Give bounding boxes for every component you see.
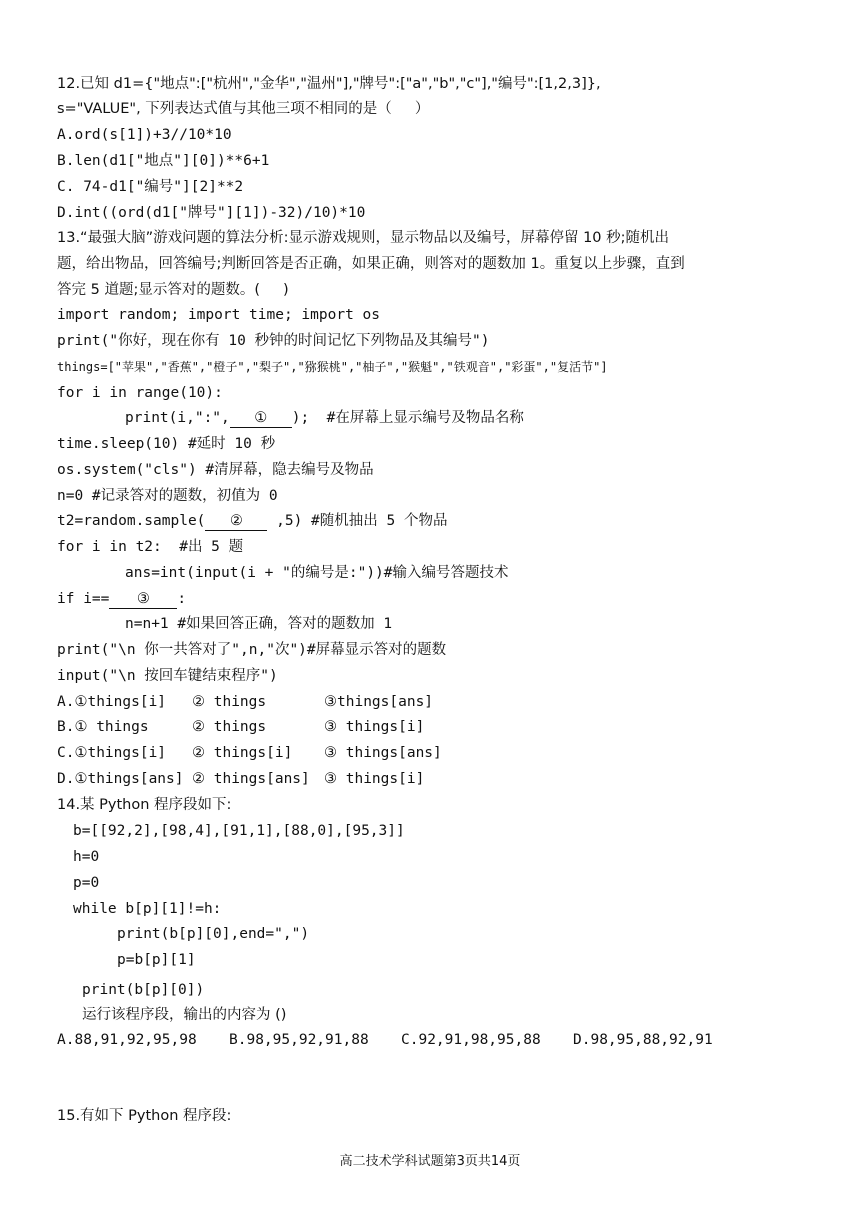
q14-option-c: C.92,91,98,95,88 [401, 1032, 541, 1048]
q12-stem-line2: s="VALUE", 下列表达式值与其他三项不相同的是（ ） [57, 101, 430, 117]
q14-code-line: b=[[92,2],[98,4],[91,1],[88,0],[95,3]] [73, 823, 405, 839]
q13-code-print-result: print("\n 你一共答对了",n,"次")#屏幕显示答对的题数 [57, 642, 447, 658]
q14-code-line: p=0 [73, 875, 100, 891]
q14-code-line: p=b[p][1] [117, 952, 196, 968]
q13-option-d: D.①things[ans] ② things[ans] ③ things[i] [57, 771, 425, 787]
q13-code-for2: for i in t2: #出 5 题 [57, 539, 244, 555]
q13-code-print-post: ); #在屏幕上显示编号及物品名称 [291, 410, 524, 426]
q15-stem: 15.有如下 Python 程序段: [57, 1108, 232, 1124]
q14-option-b: B.98,95,92,91,88 [229, 1032, 369, 1048]
q14-stem: 14.某 Python 程序段如下: [57, 797, 232, 813]
q13-code-if-post: : [177, 591, 187, 607]
q13-stem-line2: 题，给出物品，回答编号;判断回答是否正确，如果正确，则答对的题数加 1。重复以上步骤，直到 [57, 256, 685, 272]
q13-code-sample-pre: t2=random.sample( [57, 513, 206, 529]
q13-stem-line3: 答完 5 道题;显示答对的题数。( ) [57, 282, 289, 298]
q12-option-a: A.ord(s[1])+3//10*10 [57, 127, 232, 143]
q14-code-line: print(b[p][0],end=",") [117, 926, 310, 942]
q13-code-cls: os.system("cls") #清屏幕，隐去编号及物品 [57, 462, 374, 478]
q12-option-d: D.int((ord(d1["牌号"][1])-32)/10)*10 [57, 205, 366, 221]
q13-code-n0: n=0 #记录答对的题数，初值为 0 [57, 488, 278, 504]
q13-code-sample-line [57, 510, 447, 532]
q13-code-print-pre: print(i,":", [125, 410, 230, 426]
q13-code-print-intro: print("你好，现在你有 10 秒钟的时间记忆下列物品及其编号") [57, 333, 490, 349]
q13-code-things-list: things=["苹果","香蕉","橙子","梨子","猕猴桃","柚子","猴魁","铁观音","彩蛋","复活节"] [57, 360, 608, 374]
q14-code-line: print(b[p][0]) [82, 982, 205, 998]
q13-code-sleep: time.sleep(10) #延时 10 秒 [57, 436, 276, 452]
q13-code-import: import random; import time; import os [57, 307, 381, 323]
page-footer: 高二技术学科试题第3页共14页 [339, 1154, 521, 1169]
q13-code-ans: ans=int(input(i + "的编号是:"))#输入编号答题技术 [125, 565, 509, 581]
q14-code-line: h=0 [73, 849, 100, 865]
q13-code-if-pre: if i== [57, 591, 110, 607]
q13-code-sample-post: ,5) #随机抽出 5 个物品 [267, 513, 448, 529]
q14-options [57, 1029, 713, 1051]
q14-code-line: while b[p][1]!=h: [73, 901, 222, 917]
q13-blank-3: ③ [109, 590, 177, 609]
q12-option-b: B.len(d1["地点"][0])**6+1 [57, 153, 270, 169]
q13-code-for1: for i in range(10): [57, 385, 223, 401]
q12-stem-line1: 12.已知 d1={"地点":["杭州","金华","温州"],"牌号":["a","b","c"],"编号":[1,2,3]}, [57, 76, 601, 92]
q13-blank-1: ① [230, 409, 292, 428]
q13-option-a: A.①things[i] ② things ③things[ans] [57, 694, 434, 710]
q14-option-a: A.88,91,92,95,98 [57, 1032, 197, 1048]
q12-option-c: C. 74-d1["编号"][2]**2 [57, 179, 244, 195]
q13-stem-line1: 13.“最强大脑”游戏问题的算法分析:显示游戏规则，显示物品以及编号，屏幕停留 10 秒;随机出 [57, 230, 670, 246]
q14-option-d: D.98,95,88,92,91 [573, 1032, 713, 1048]
q13-code-print-line [125, 407, 524, 429]
q13-code-input-end: input("\n 按回车键结束程序") [57, 668, 278, 684]
q13-code-n1: n=n+1 #如果回答正确，答对的题数加 1 [125, 616, 393, 632]
q13-blank-2: ② [205, 512, 267, 531]
q13-option-c: C.①things[i] ② things[i] ③ things[ans] [57, 745, 442, 761]
q13-code-if-line [57, 588, 186, 610]
q13-option-b: B.① things ② things ③ things[i] [57, 719, 425, 735]
q14-question: 运行该程序段，输出的内容为 () [82, 1007, 287, 1023]
